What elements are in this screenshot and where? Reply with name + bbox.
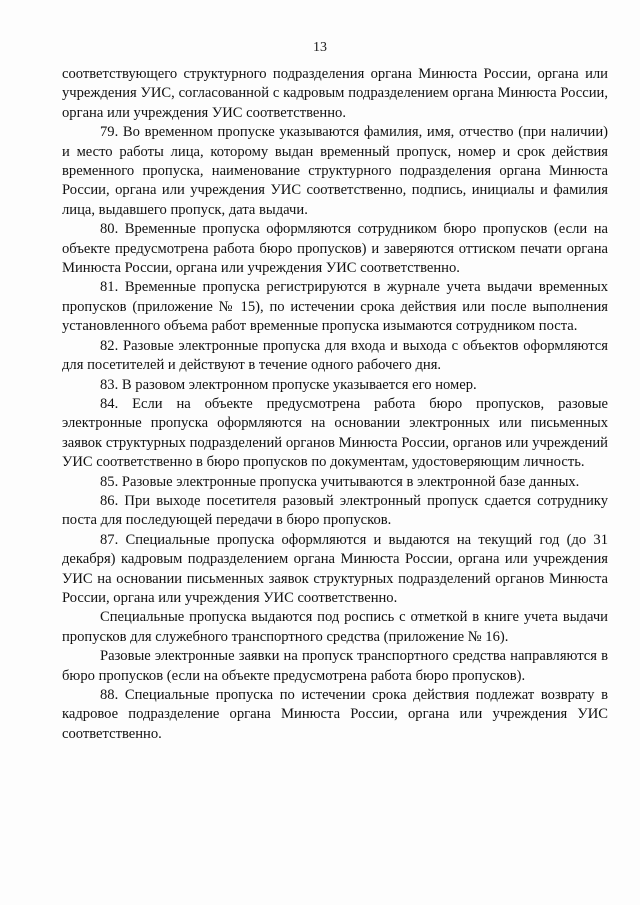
paragraph-81: 81. Временные пропуска регистрируются в журнале учета выдачи временных пропусков (приложение № 15), по истечении срока действия или после выполнения установленного объема работ временные пропуска изымаются сотрудником поста. [62, 279, 608, 335]
paragraph-84: 84. Если на объекте предусмотрена работа бюро пропусков, разовые электронные пропуска оформляются на основании электронных или письменных заявок структурных подразделений органов Минюста России, органов или учреждений УИС соответственно в бюро пропусков по документам, удостоверяющим личность. [62, 395, 608, 471]
paragraph: соответствующего структурного подразделения органа Минюста России, органа или учреждения УИС, согласованной с кадровым подразделением органа Минюста России, органа или учреждения УИС соответственно. [62, 66, 608, 121]
paragraph-79: 79. Во временном пропуске указываются фамилия, имя, отчество (при наличии) и место работы лица, которому выдан временный пропуск, номер и срок действия временного пропуска, наименование структурного подразделения органа Минюста России, органа или учреждения УИС соответственно, подпись, инициалы и фамилия лица, выдавшего пропуск, дата выдачи. [62, 124, 608, 218]
paragraph-80: 80. Временные пропуска оформляются сотрудником бюро пропусков (если на объекте предусмотрена работа бюро пропусков) и заверяются оттиском печати органа Минюста России, органа или учреждения УИС соответственно. [62, 221, 608, 277]
paragraph-87-vehicle-requests: Разовые электронные заявки на пропуск транспортного средства направляются в бюро пропусков (если на объекте предусмотрена работа бюро пропусков). [62, 648, 608, 684]
paragraph-87: 87. Специальные пропуска оформляются и выдаются на текущий год (до 31 декабря) кадровым подразделением органа Минюста России, органа или учреждения УИС на основании письменных заявок структурных подразделений органов Минюста России, органа или учреждения УИС соответственно. [62, 531, 608, 606]
paragraph-83: 83. В разовом электронном пропуске указывается его номер. [100, 376, 477, 393]
paragraph-85: 85. Разовые электронные пропуска учитываются в электронной базе данных. [100, 473, 580, 490]
paragraph-88: 88. Специальные пропуска по истечении срока действия подлежат возврату в кадровое подразделение органа Минюста России, органа или учреждения УИС соответственно. [62, 687, 608, 742]
page-number: 13 [313, 40, 327, 55]
paragraph-87-special-passes: Специальные пропуска выдаются под роспись с отметкой в книге учета выдачи пропусков для служебного транспортного средства (приложение № 16). [62, 609, 608, 645]
paragraph-86: 86. При выходе посетителя разовый электронный пропуск сдается сотруднику поста для последующей передачи в бюро пропусков. [62, 492, 608, 529]
paragraph-82: 82. Разовые электронные пропуска для входа и выхода с объектов оформляются для посетителей и действуют в течение одного рабочего дня. [62, 337, 608, 374]
document-body [62, 65, 608, 744]
